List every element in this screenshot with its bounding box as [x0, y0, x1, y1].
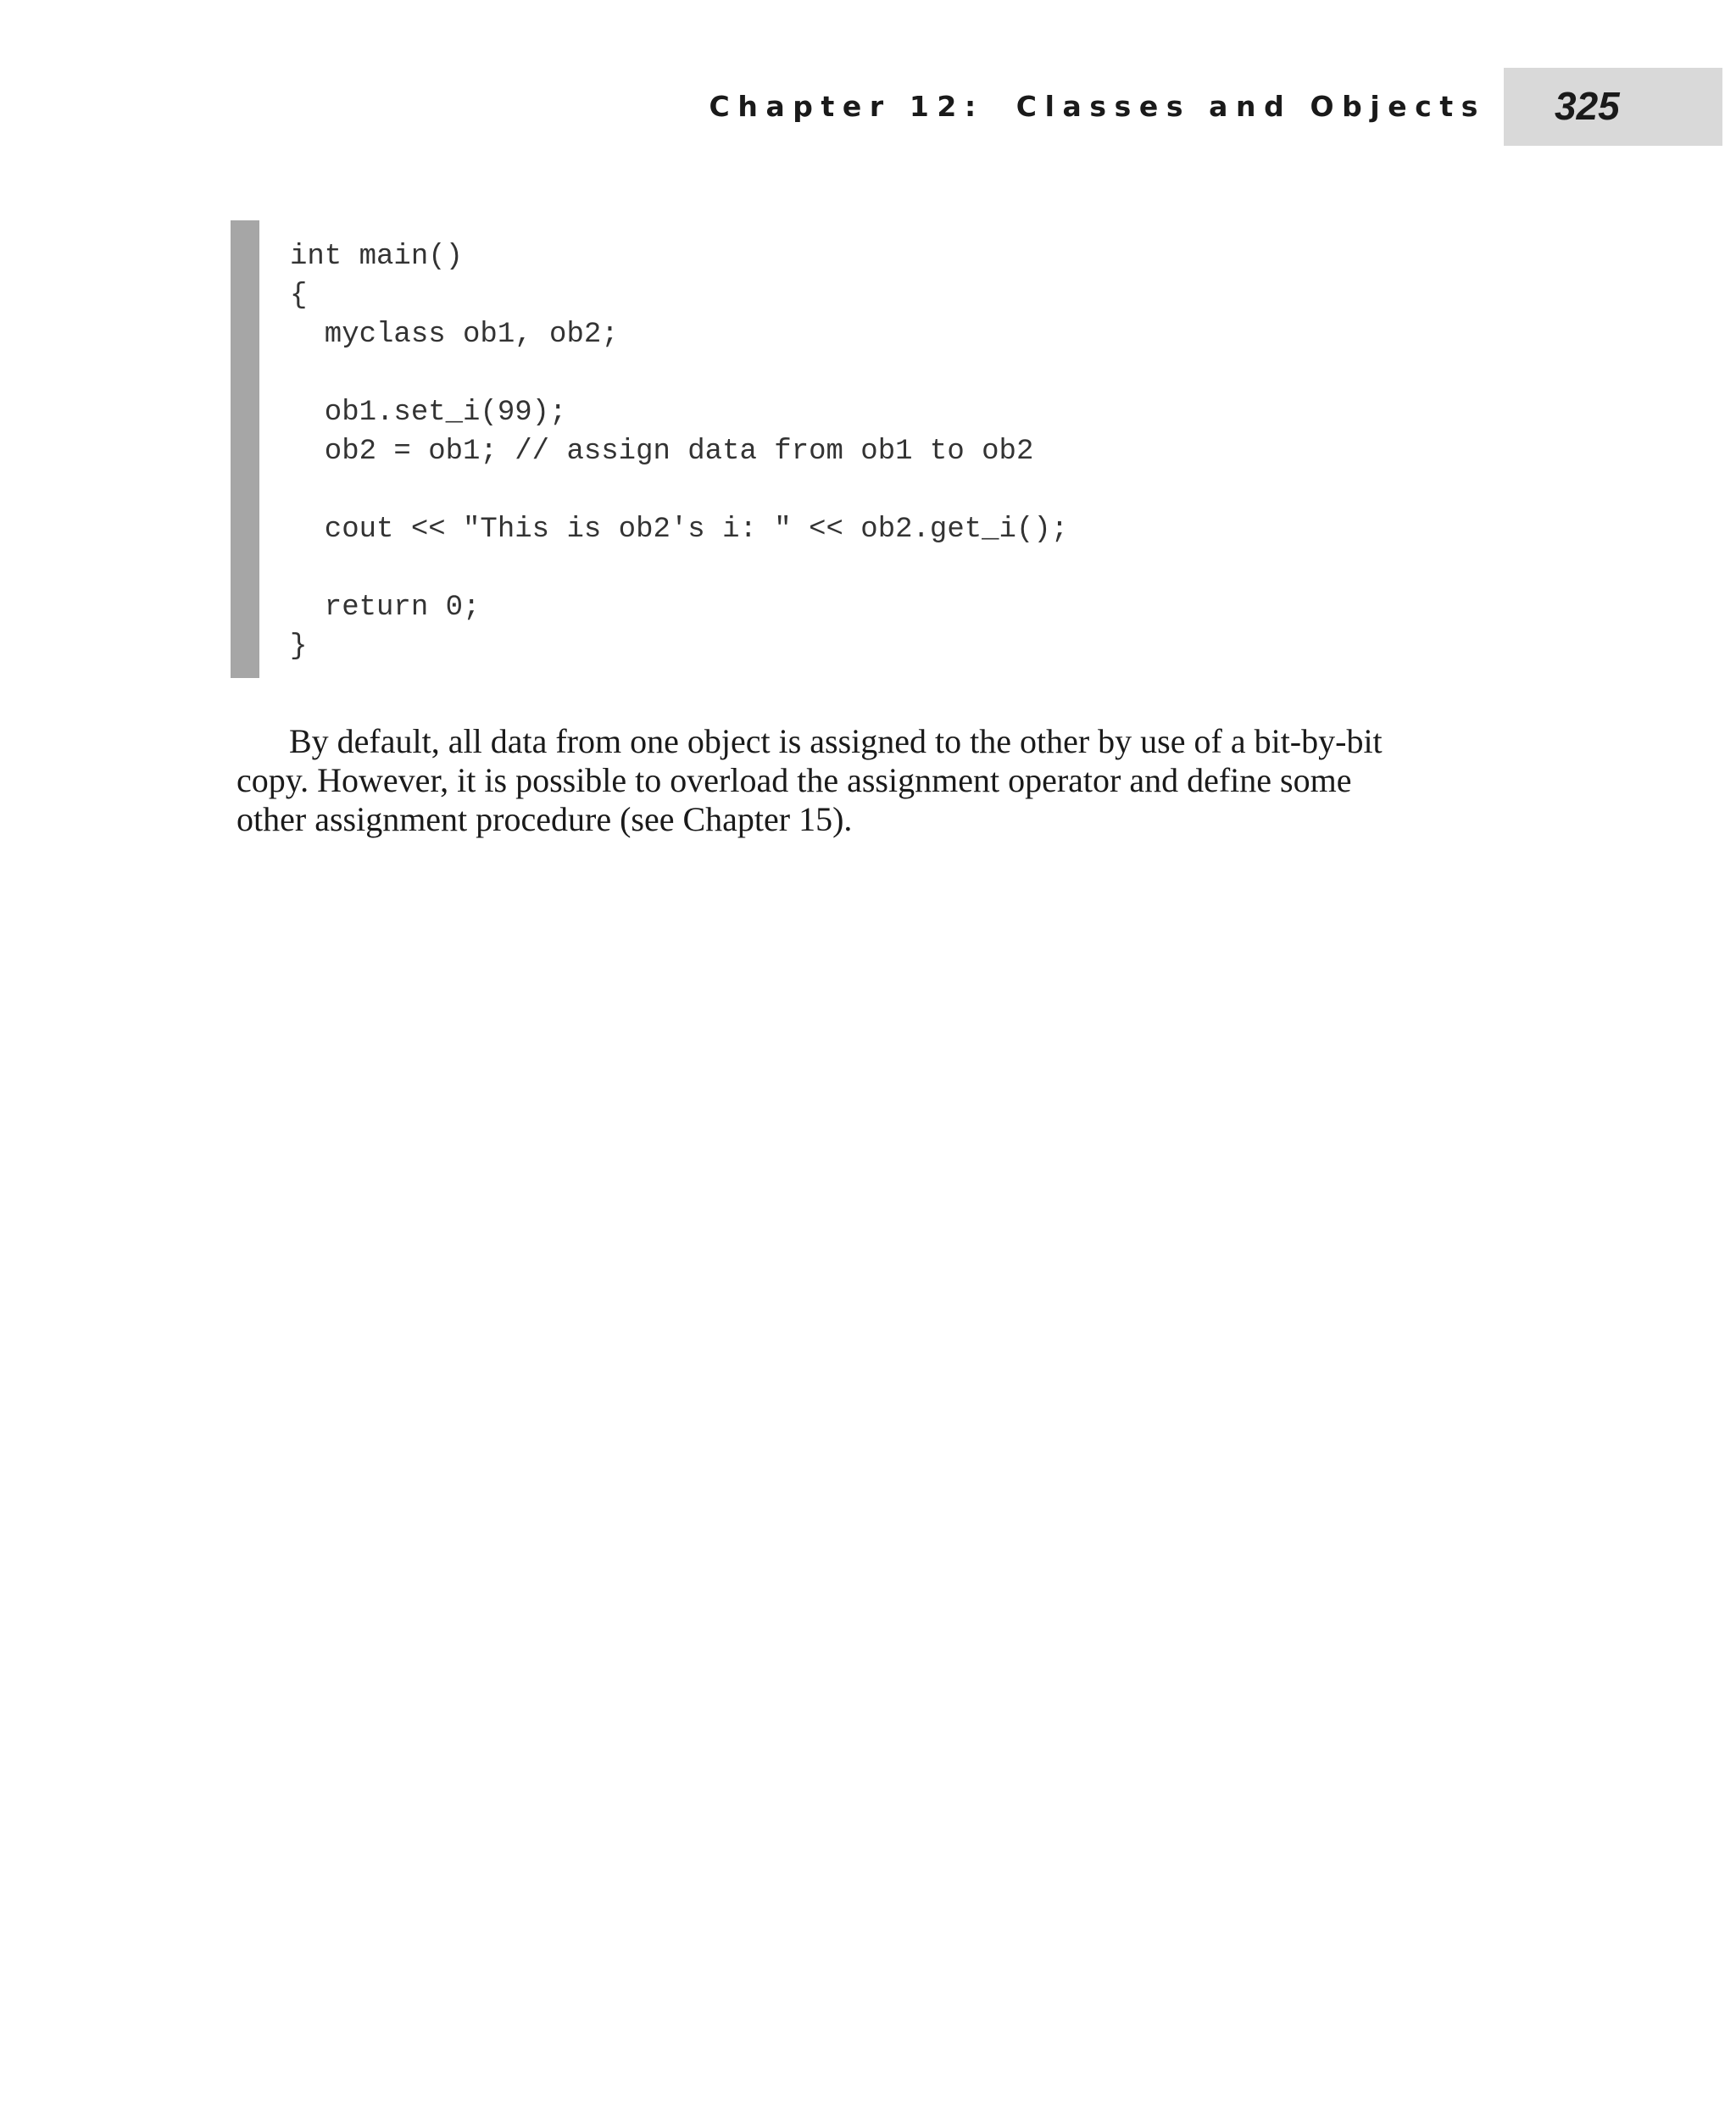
body-paragraph [236, 722, 1483, 839]
code-line: } [290, 631, 308, 663]
running-head [0, 68, 1736, 146]
body-line: other assignment procedure (see Chapter 15). [236, 800, 853, 838]
code-line [290, 471, 1068, 510]
body-line: copy. However, it is possible to overload the assignment operator and define some [236, 761, 1352, 799]
page-number-tab [1504, 68, 1722, 146]
code-line: return 0; [290, 592, 481, 624]
code-line: int main() [290, 241, 464, 273]
body-line: By default, all data from one object is assigned to the other by use of a bit-by-bit [289, 722, 1383, 760]
page-number: 325 [1555, 84, 1620, 128]
code-line [290, 549, 1068, 588]
code-line: ob1.set_i(99); [290, 397, 567, 429]
chapter-title: Classes and Objects [1015, 90, 1486, 123]
code-line [290, 354, 1068, 393]
code-line: ob2 = ob1; // assign data from ob1 to ob2 [290, 436, 1034, 468]
code-lines [290, 237, 1068, 666]
code-margin-bar [231, 220, 259, 678]
chapter-heading [709, 90, 1486, 123]
code-line: myclass ob1, ob2; [290, 319, 619, 351]
chapter-number-label: Chapter 12: [709, 90, 984, 123]
code-listing [231, 220, 1333, 678]
code-line: { [290, 280, 308, 312]
code-line: cout << "This is ob2's i: " << ob2.get_i(); [290, 514, 1069, 546]
